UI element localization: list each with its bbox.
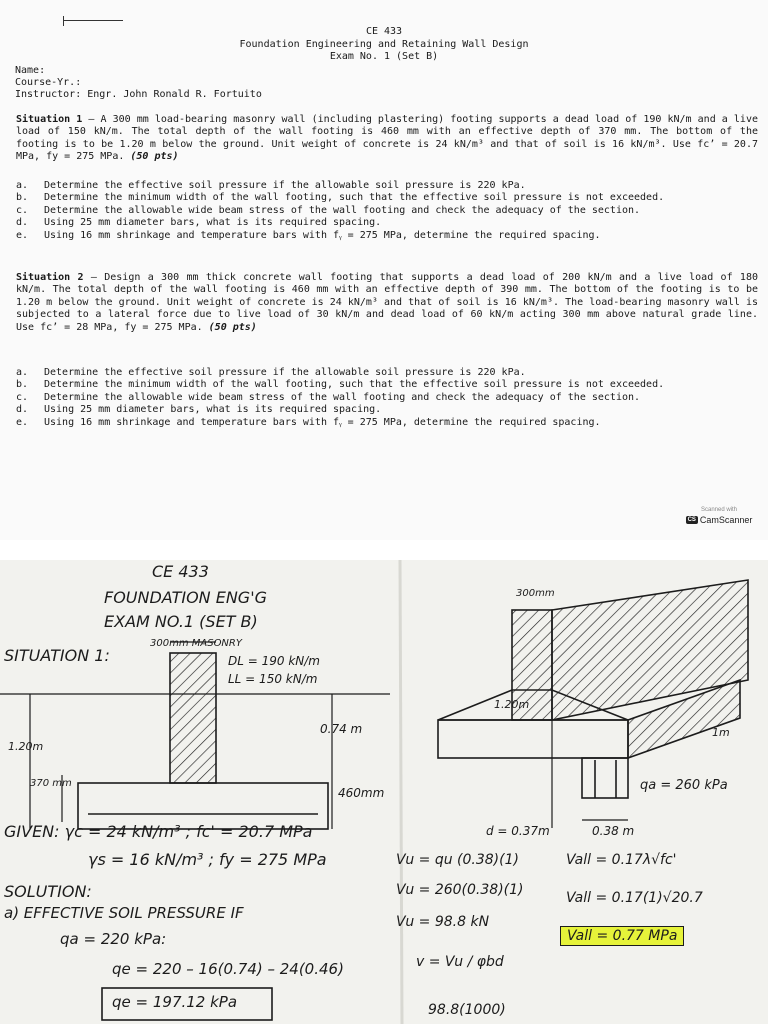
item-letter: c. <box>16 391 29 403</box>
item-text: Determine the effective soil pressure if the allowable soil pressure is 220 kPa. <box>44 367 526 378</box>
item-letter: d. <box>16 217 29 229</box>
item-letter: c. <box>16 204 29 216</box>
note-r-300: 300mm <box>516 588 555 599</box>
note-dl: DL = 190 kN/m <box>228 654 320 668</box>
item-text: Determine the minimum width of the wall footing, such that the effective soil pressure is not exceeded. <box>44 192 665 204</box>
item-text: Using 16 mm shrinkage and temperature bars with fᵧ = 275 MPa, determine the required spacing. <box>44 229 601 241</box>
question-item <box>16 205 758 217</box>
name-label: Name: <box>15 65 46 76</box>
item-text: Determine the effective soil pressure if the allowable soil pressure is 220 kPa. <box>44 180 526 191</box>
situation2-points: (50 pts) <box>208 321 257 333</box>
note-074: 0.74 m <box>320 722 363 736</box>
note-title1: CE 433 <box>152 562 209 581</box>
situation1-items <box>16 180 758 242</box>
item-text: Determine the allowable wide beam stress of the wall footing and check the adequacy of the section. <box>44 391 641 403</box>
course-code: CE 433 <box>365 26 403 37</box>
question-item <box>16 217 758 229</box>
question-item <box>16 392 758 404</box>
question-item <box>16 230 758 242</box>
course-title: Foundation Engineering and Retaining Wall Design <box>239 39 529 50</box>
handwritten-solution-photo <box>0 560 768 1024</box>
course-yr-label: Course-Yr.: <box>15 77 82 88</box>
scanned-with-label: Scanned with <box>700 507 738 513</box>
instructor-line: Instructor: Engr. John Ronald R. Fortuito <box>15 89 262 100</box>
item-letter: e. <box>16 229 29 241</box>
situation2-paragraph <box>16 272 758 334</box>
situation1-points: (50 pts) <box>130 151 179 163</box>
camscanner-logo: CS <box>687 517 696 523</box>
note-title3: EXAM NO.1 (SET B) <box>104 612 258 631</box>
scan-mark-tick <box>63 16 70 26</box>
note-v1: v = Vu / φbd <box>416 954 504 970</box>
note-r-038: 0.38 m <box>592 824 635 838</box>
note-120: 1.20m <box>8 740 44 753</box>
exam-title: Exam No. 1 (Set B) <box>329 51 439 62</box>
situation2-text: – Design a 300 mm thick concrete wall footing that supports a dead load of 200 kN/m and a live load of 180 kN/m. The total depth of the wall footing is 460 mm with an effective depth of 390 mm. The bottom of the footing is to be 1.20 m below the ground. Unit weight of concrete is 24 kN/m³ and that of soil is 16 kN/m³. The load-bearing masonry wall is subjected to a lateral force due to live load of 30 kN/m and dead load of 60 kN/m acting 300 mm above natural grade line. Use fc’ = 28 MPa, fy = 275 MPa. <box>16 272 758 333</box>
note-given1: GIVEN: γc = 24 kN/m³ ; fc' = 20.7 MPa <box>4 822 313 841</box>
note-given2: γs = 16 kN/m³ ; fy = 275 MPa <box>88 850 327 869</box>
item-letter: a. <box>16 180 29 191</box>
note-qe-result: qe = 197.12 kPa <box>112 993 238 1011</box>
question-item <box>16 180 758 192</box>
note-v2: 98.8(1000) <box>428 1002 506 1018</box>
item-letter: d. <box>16 404 29 416</box>
item-text: Using 16 mm shrinkage and temperature bars with fᵧ = 275 MPa, determine the required spacing. <box>44 416 601 428</box>
masonry-wall <box>170 653 216 783</box>
question-item <box>16 404 758 416</box>
question-item <box>16 417 758 429</box>
note-370: 370 mm <box>30 778 72 789</box>
situation2-heading: Situation 2 <box>16 272 84 283</box>
note-part-a: a) EFFECTIVE SOIL PRESSURE IF <box>4 904 244 922</box>
item-text: Using 25 mm diameter bars, what is its required spacing. <box>44 217 382 229</box>
note-vu1: Vu = qu (0.38)(1) <box>396 852 519 868</box>
question-item <box>16 367 758 379</box>
item-letter: b. <box>16 379 29 391</box>
situation1-paragraph <box>16 114 758 164</box>
note-r-120: 1.20m <box>494 698 530 711</box>
note-title2: FOUNDATION ENG'G <box>104 588 267 607</box>
note-qa: qa = 220 kPa: <box>60 930 167 948</box>
note-situation: SITUATION 1: <box>4 646 110 665</box>
question-item <box>16 192 758 204</box>
note-vu3: Vu = 98.8 kN <box>396 914 490 930</box>
note-460: 460mm <box>338 786 385 800</box>
item-letter: e. <box>16 416 29 428</box>
note-va1: Vall = 0.17λ√fc' <box>566 852 677 868</box>
item-text: Determine the allowable wide beam stress of the wall footing and check the adequacy of the section. <box>44 204 641 216</box>
item-text: Determine the minimum width of the wall footing, such that the effective soil pressure is not exceeded. <box>44 379 665 391</box>
page-fold <box>400 560 402 1024</box>
critical-section <box>582 758 628 798</box>
note-r-d: d = 0.37m <box>486 824 550 838</box>
item-letter: a. <box>16 367 29 378</box>
footing-front <box>438 720 628 758</box>
item-text: Using 25 mm diameter bars, what is its required spacing. <box>44 404 382 416</box>
note-r-qa: qa = 260 kPa <box>640 778 728 793</box>
note-va2: Vall = 0.17(1)√20.7 <box>566 890 703 906</box>
note-r-1m: 1m <box>712 726 730 739</box>
note-masonry: 300mm MASONRY <box>150 638 242 649</box>
note-va3: Vall = 0.77 MPa <box>560 926 684 946</box>
scan-mark <box>63 20 123 21</box>
camscanner-watermark <box>680 507 758 525</box>
note-ll: LL = 150 kN/m <box>228 672 318 686</box>
situation1-text: – A 300 mm load-bearing masonry wall (including plastering) footing supports a dead load of 190 kN/m and a live load of 150 kN/m. The total depth of the wall footing is 460 mm with an effective depth of 370 mm. The bottom of the footing is to be 1.20 m below the ground. Unit weight of concrete is 24 kN/m³ and that of soil is 16 kN/m³. Use fc’ = 20.7 MPa, fy = 275 MPa. <box>16 114 758 163</box>
situation2-items <box>16 367 758 429</box>
camscanner-name: CamScanner <box>699 515 753 525</box>
note-solution: SOLUTION: <box>4 882 92 901</box>
item-letter: b. <box>16 192 29 204</box>
situation1-heading: Situation 1 <box>16 114 83 125</box>
note-qe-calc: qe = 220 – 16(0.74) – 24(0.46) <box>112 960 344 978</box>
question-item <box>16 379 758 391</box>
note-vu2: Vu = 260(0.38)(1) <box>396 882 524 898</box>
